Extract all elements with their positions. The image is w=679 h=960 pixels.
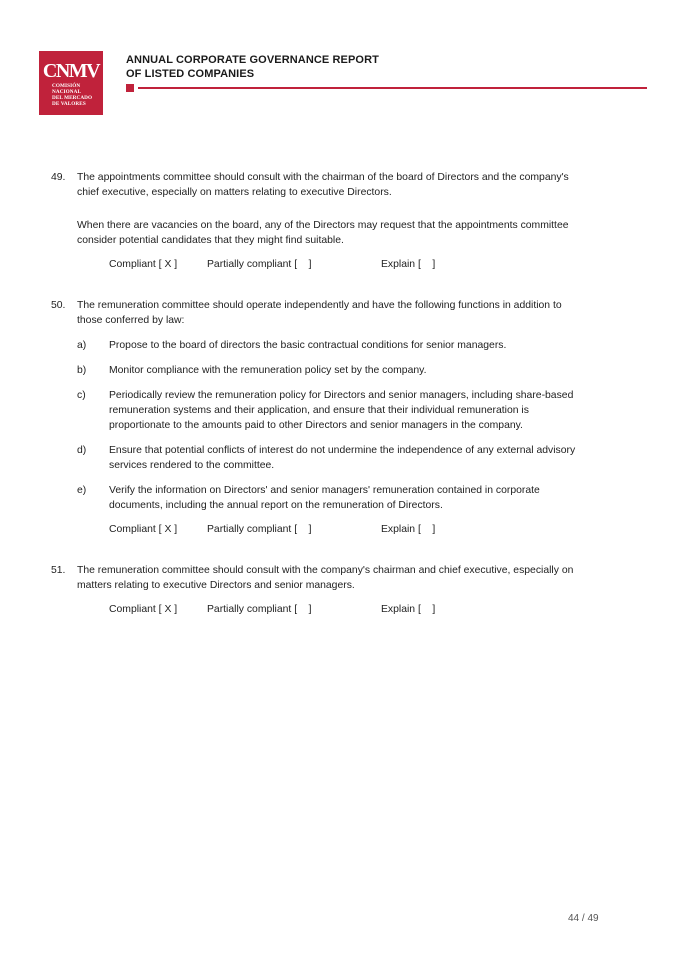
cnmv-logo: [39, 51, 103, 115]
list-item-text: documents, including the annual report on the remuneration of Directors.: [109, 500, 443, 511]
recommendation-text: chief executive, especially on matters relating to executive Directors.: [77, 187, 392, 198]
list-item-text: Propose to the board of directors the basic contractual conditions for senior managers.: [109, 340, 507, 351]
report-title-line: ANNUAL CORPORATE GOVERNANCE REPORT: [126, 54, 379, 66]
list-item-label: b): [77, 365, 87, 376]
logo-subtext: [52, 83, 102, 107]
list-item-label: e): [77, 485, 87, 496]
list-item-text: Periodically review the remuneration policy for Directors and senior managers, including share-based: [109, 390, 574, 401]
option-partially-compliant: Partially compliant [ ]: [207, 524, 312, 535]
list-item-label: c): [77, 390, 86, 401]
logo-wordmark: CNMV: [42, 60, 100, 82]
logo-subtext-line: NACIONAL: [52, 89, 82, 95]
recommendation-number: 50.: [51, 300, 66, 311]
recommendation-text: When there are vacancies on the board, any of the Directors may request that the appointments committee: [77, 220, 569, 231]
header-accent-square: [126, 84, 134, 92]
list-item-text: services rendered to the committee.: [109, 460, 275, 471]
list-item-text: Verify the information on Directors' and senior managers' remuneration contained in corporate: [109, 485, 540, 496]
logo-subtext-line: DE VALORES: [52, 101, 86, 107]
recommendation-text: The appointments committee should consult with the chairman of the board of Directors and the company's: [77, 172, 569, 183]
page-number: 44 / 49: [568, 913, 599, 924]
option-compliant: Compliant [ X ]: [109, 259, 178, 270]
recommendation-text: The remuneration committee should operate independently and have the following functions in addition to: [77, 300, 562, 311]
recommendation-text: matters relating to executive Directors and senior managers.: [77, 580, 355, 591]
recommendation-number: 51.: [51, 565, 66, 576]
recommendation-text: those conferred by law:: [77, 315, 185, 326]
list-item-text: Ensure that potential conflicts of interest do not undermine the independence of any external advisory: [109, 445, 576, 456]
report-title-line: OF LISTED COMPANIES: [126, 68, 255, 80]
list-item-label: a): [77, 340, 87, 351]
list-item-label: d): [77, 445, 87, 456]
report-title: [126, 53, 379, 81]
option-partially-compliant: Partially compliant [ ]: [207, 259, 312, 270]
header-rule: [138, 87, 647, 89]
logo-subtext-line: COMISIÓN: [52, 83, 81, 89]
option-explain: Explain [ ]: [381, 604, 436, 615]
option-explain: Explain [ ]: [381, 259, 436, 270]
option-compliant: Compliant [ X ]: [109, 604, 178, 615]
option-compliant: Compliant [ X ]: [109, 524, 178, 535]
recommendation-text: The remuneration committee should consult with the company's chairman and chief executive, especially on: [77, 565, 574, 576]
logo-subtext-line: DEL MERCADO: [52, 95, 93, 101]
list-item-text: remuneration systems and their application, and ensure that their individual remuneration is: [109, 405, 529, 416]
option-explain: Explain [ ]: [381, 524, 436, 535]
recommendation-number: 49.: [51, 172, 66, 183]
recommendation-text: consider potential candidates that they might find suitable.: [77, 235, 344, 246]
option-partially-compliant: Partially compliant [ ]: [207, 604, 312, 615]
list-item-text: Monitor compliance with the remuneration policy set by the company.: [109, 365, 427, 376]
list-item-text: proportionate to the amounts paid to other Directors and senior managers in the company.: [109, 420, 523, 431]
